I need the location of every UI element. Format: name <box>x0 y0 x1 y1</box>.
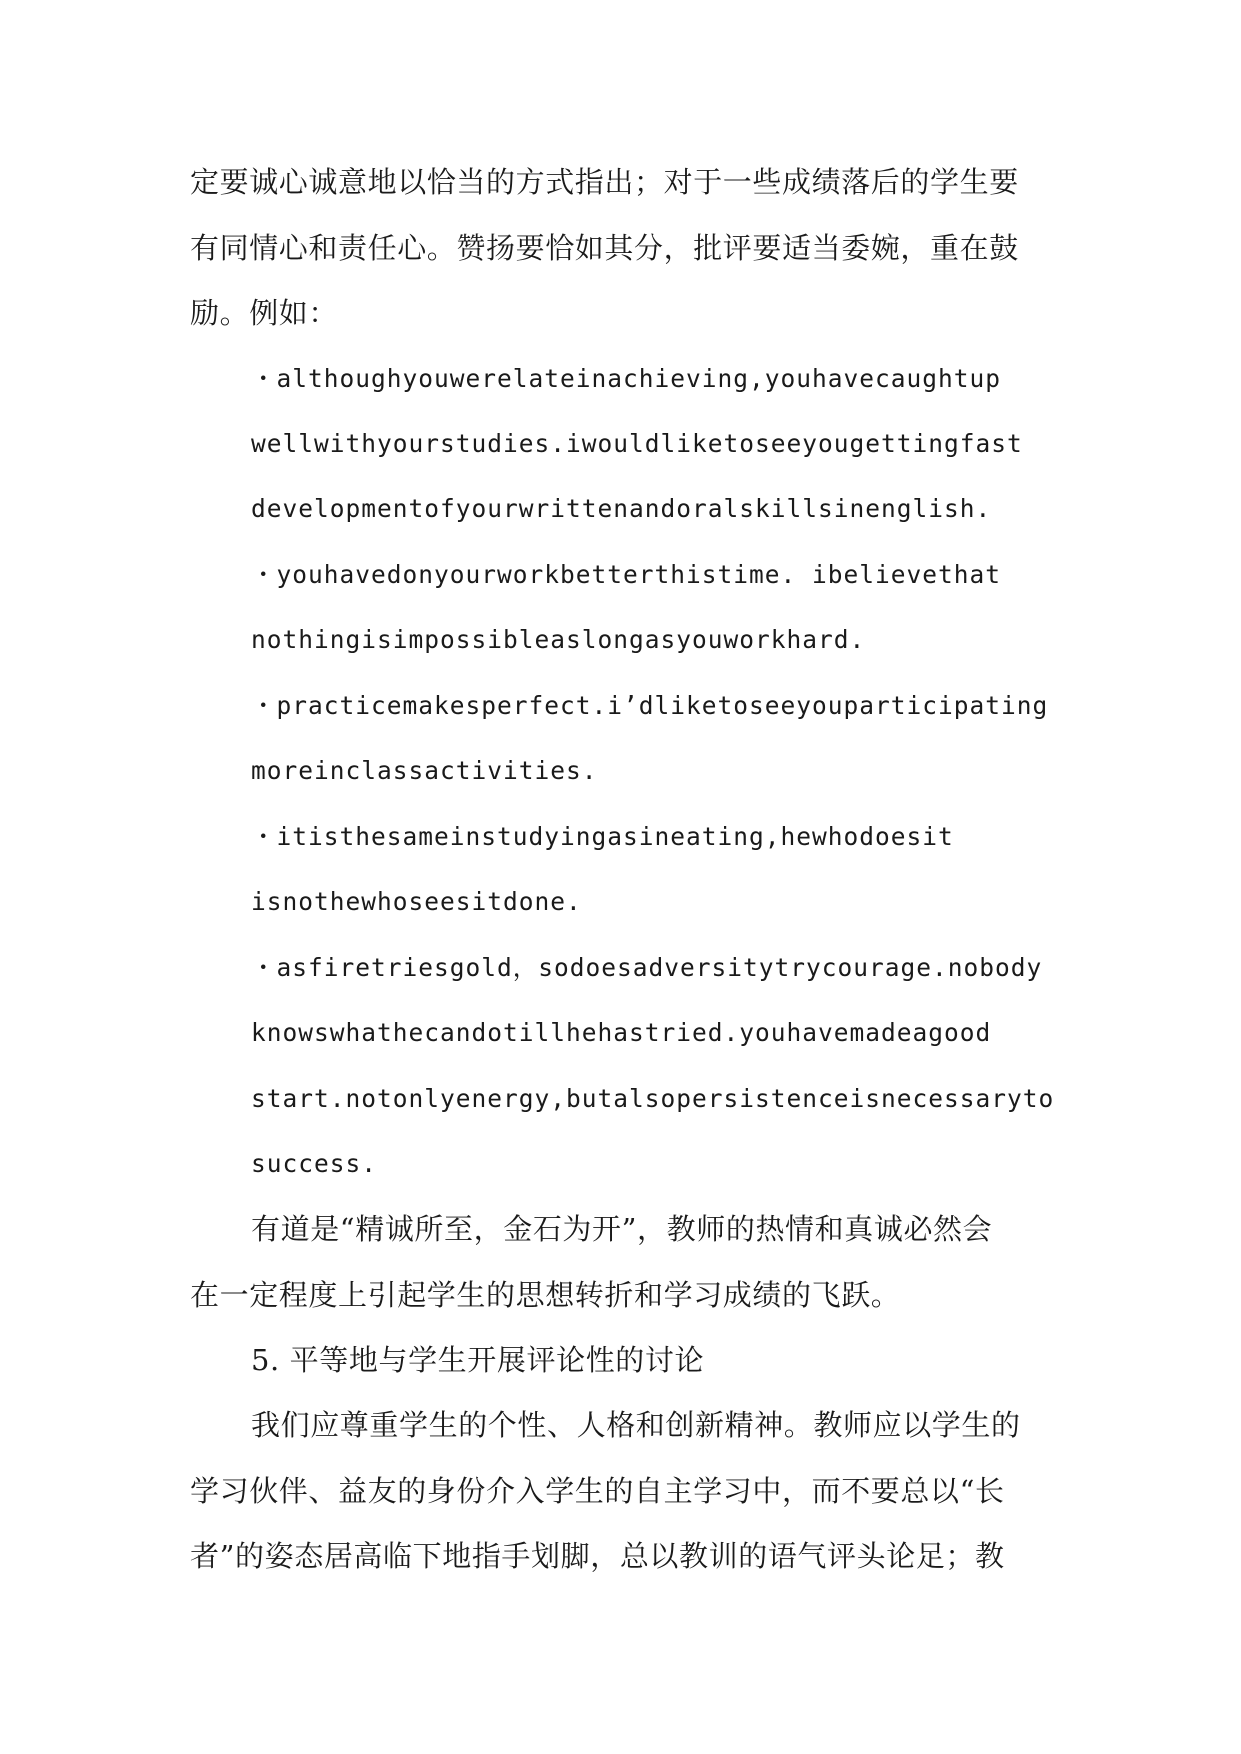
paragraph-line: 者”的姿态居高临下地指手划脚，总以教训的语气评头论足；教 <box>190 1539 1005 1573</box>
paragraph-line: 有道是“精诚所至，金石为开”，教师的热情和真诚必然会 <box>251 1212 993 1246</box>
example-line: start.notonlyenergy,butalsopersistenceisnecessaryto <box>251 1084 1055 1113</box>
example-line: ・itisthesameinstudyingasineating,hewhodoesit <box>251 822 954 851</box>
paragraph-line: 我们应尊重学生的个性、人格和创新精神。教师应以学生的 <box>251 1408 1021 1442</box>
example-line: ・youhavedonyourworkbetterthistime. ibelievethat <box>251 560 1002 589</box>
example-line: ・althoughyouwerelateinachieving,youhavecaughtup <box>251 364 1002 393</box>
example-line: moreinclassactivities. <box>251 756 598 785</box>
example-line: ・asfiretriesgold，sodoesadversitytrycourage.nobody <box>251 953 1043 982</box>
paragraph-line: 有同情心和责任心。赞扬要恰如其分，批评要适当委婉，重在鼓 <box>190 231 1019 265</box>
section-heading: 5. 平等地与学生开展评论性的讨论 <box>251 1343 705 1377</box>
paragraph-line: 励。例如： <box>190 296 339 330</box>
example-line: knowswhathecandotillhehastried.youhavemadeagood <box>251 1018 992 1047</box>
example-line: success. <box>251 1149 378 1178</box>
example-line: nothingisimpossibleaslongasyouworkhard. <box>251 625 866 654</box>
example-line: isnothewhoseesitdone. <box>251 887 582 916</box>
paragraph-line: 在一定程度上引起学生的思想转折和学习成绩的飞跃。 <box>190 1278 901 1312</box>
paragraph-line: 定要诚心诚意地以恰当的方式指出；对于一些成绩落后的学生要 <box>190 165 1019 199</box>
example-line: ・practicemakesperfect.i’dliketoseeyouparticipating <box>251 691 1049 720</box>
example-line: developmentofyourwrittenandoralskillsinenglish. <box>251 494 992 523</box>
example-line: wellwithyourstudies.iwouldliketoseeyougettingfast <box>251 429 1023 458</box>
paragraph-line: 学习伙伴、益友的身份介入学生的自主学习中，而不要总以“长 <box>190 1474 1005 1508</box>
